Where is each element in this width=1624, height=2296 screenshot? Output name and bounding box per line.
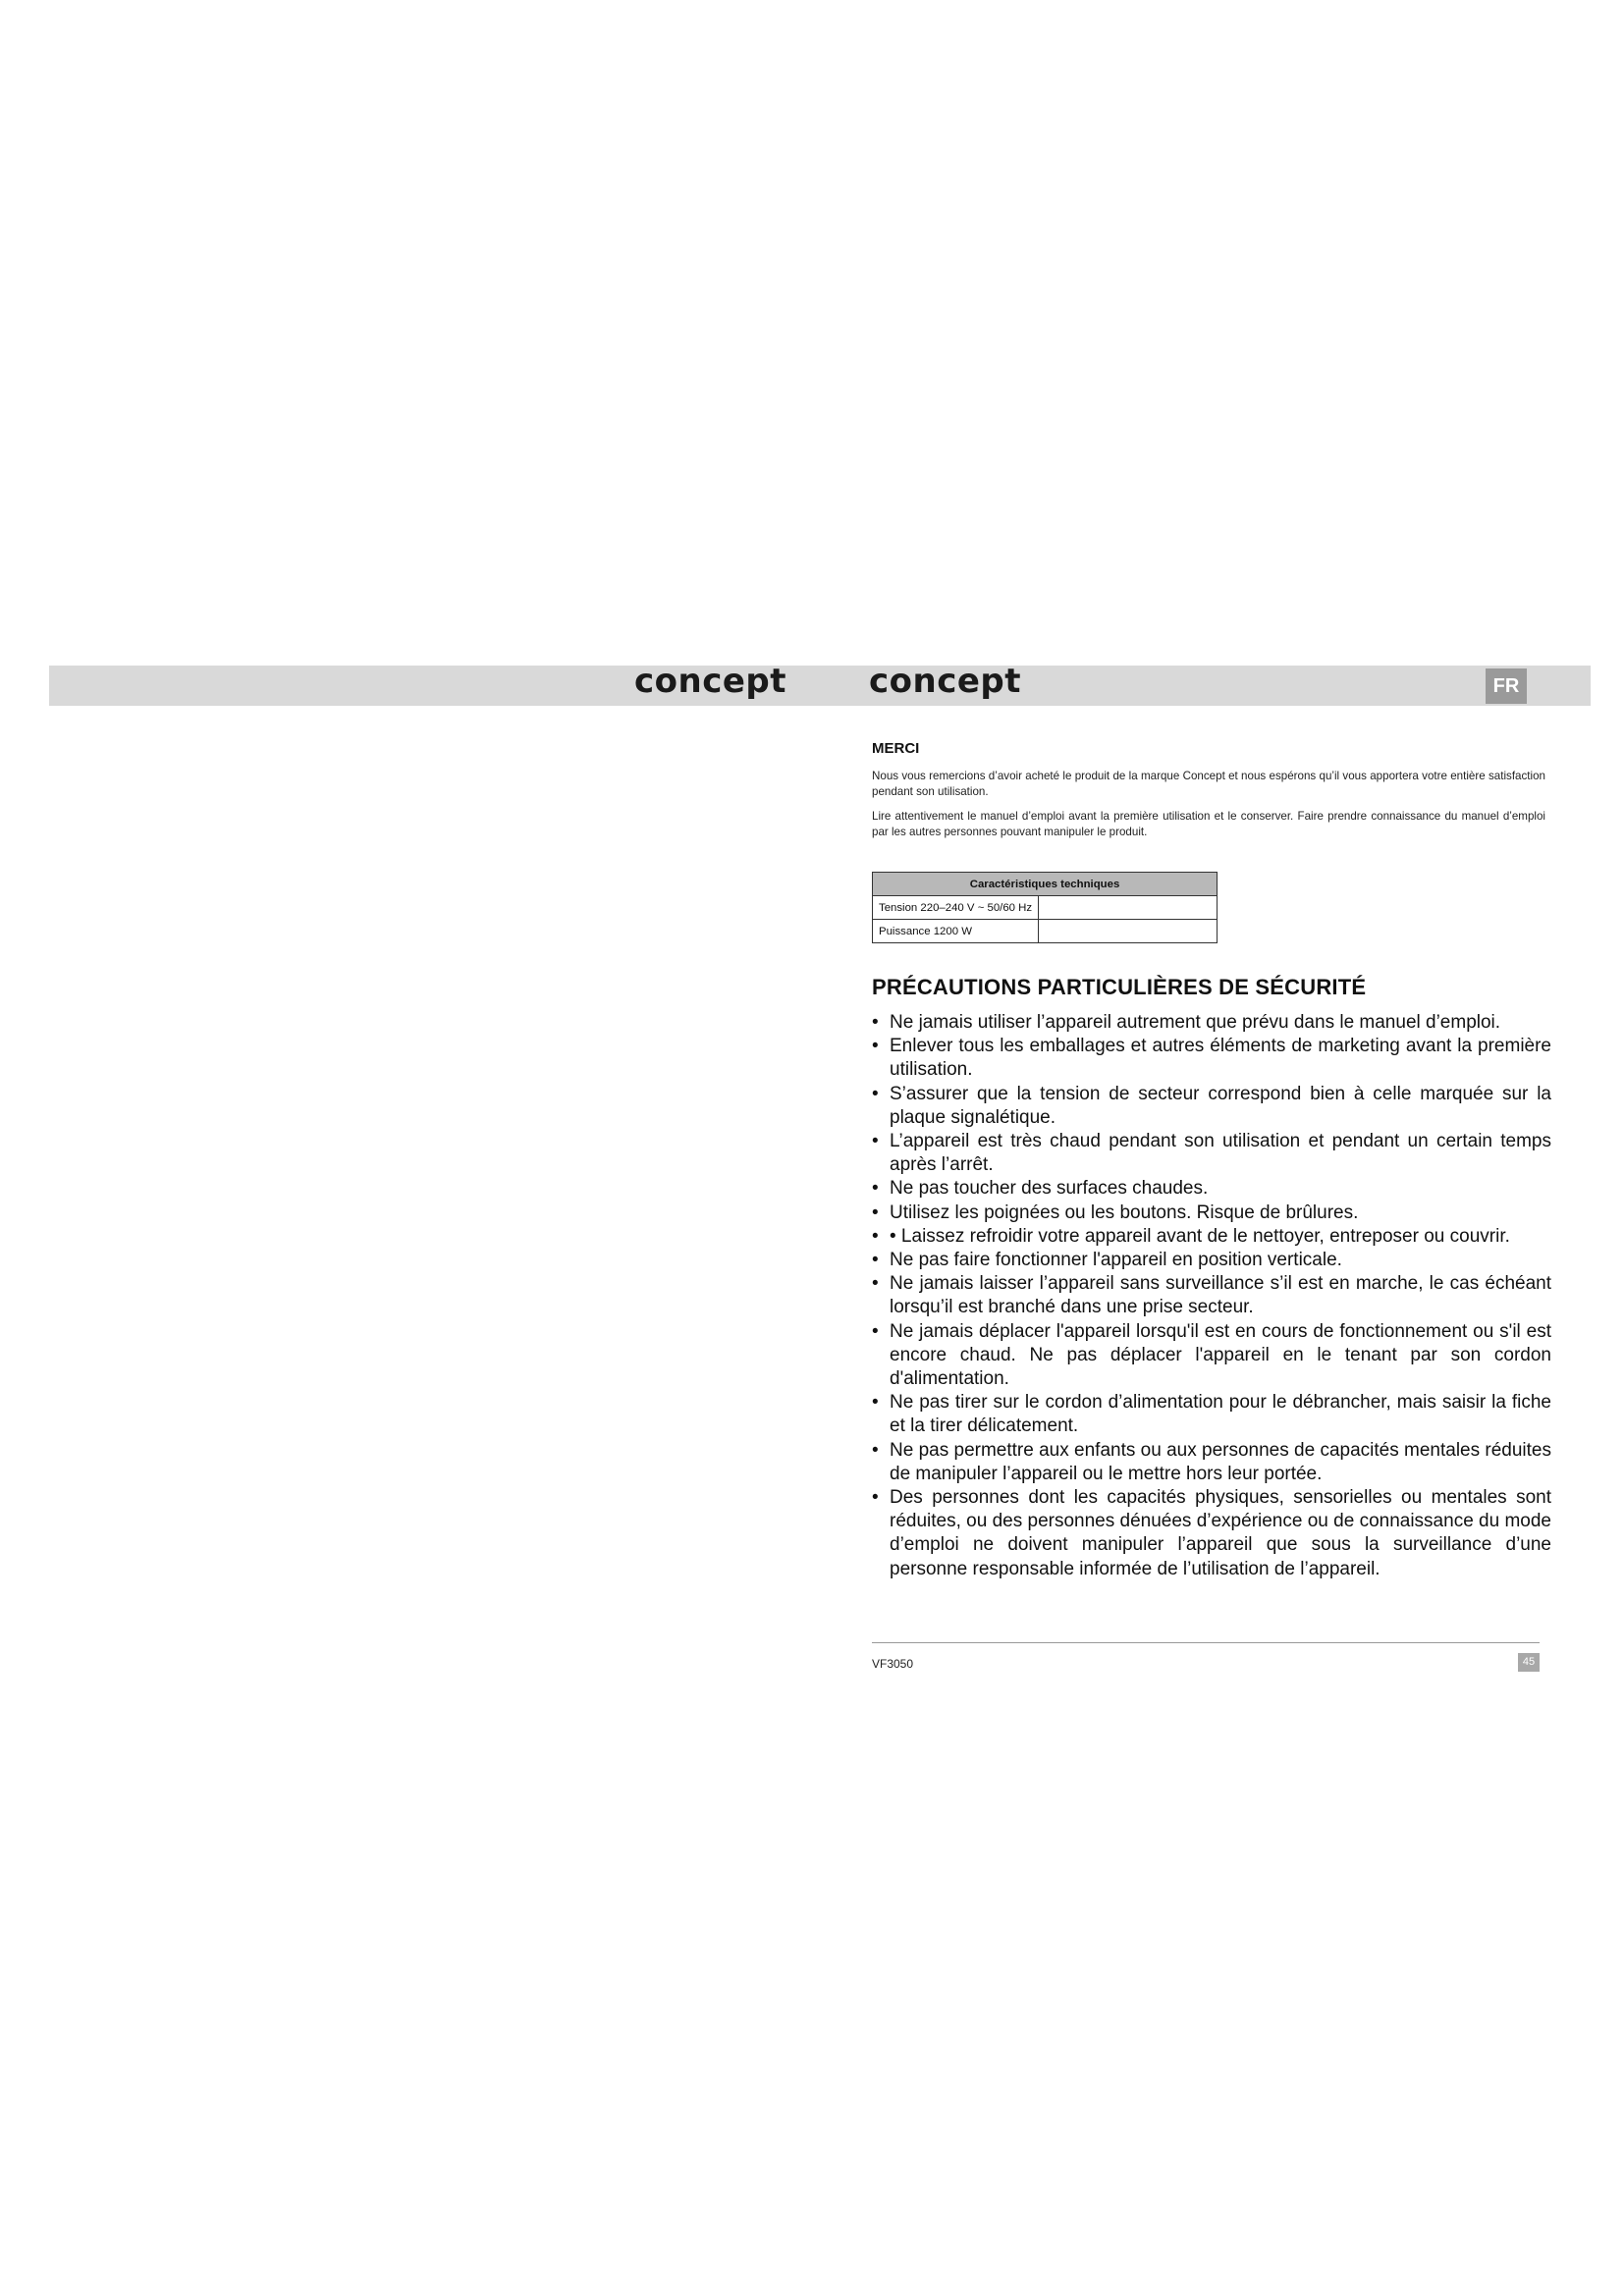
- list-item: • L’appareil est très chaud pendant son utilisation et pendant un certain temps après l’arrêt.: [872, 1130, 1551, 1177]
- intro-paragraph-1: Nous vous remercions d’avoir acheté le produit de la marque Concept et nous espérons qu’il vous apportera votre entière satisfaction pendant son utilisation.: [872, 770, 1545, 798]
- list-item: • Ne pas permettre aux enfants ou aux personnes de capacités mentales réduites de manipuler l’appareil ou le mettre hors leur portée.: [872, 1439, 1551, 1486]
- table-row: [873, 896, 1218, 920]
- list-item: • Des personnes dont les capacités physiques, sensorielles ou mentales sont réduites, ou des personnes dénuées d’expérience ou de connaissance du mode d’emploi ne doivent manipuler l’appareil que sous la surveillance d’une personne responsable informée de l’utilisation de l’appareil.: [872, 1486, 1551, 1581]
- footer-divider: [872, 1642, 1540, 1643]
- specs-cell: Tension 220–240 V ~ 50/60 Hz: [873, 896, 1039, 920]
- header-bar: [49, 666, 1591, 706]
- list-item: • Ne pas toucher des surfaces chaudes.: [872, 1177, 1551, 1201]
- specs-cell: [1039, 896, 1218, 920]
- list-item: • Ne jamais utiliser l’appareil autrement que prévu dans le manuel d’emploi.: [872, 1011, 1551, 1035]
- page-number: 45: [1518, 1653, 1540, 1672]
- intro-paragraph-2: Lire attentivement le manuel d’emploi avant la première utilisation et le conserver. Faire prendre connaissance du manuel d’emploi par les autres personnes pouvant manipuler le produit.: [872, 810, 1545, 838]
- list-item: • Enlever tous les emballages et autres éléments de marketing avant la première utilisation.: [872, 1035, 1551, 1082]
- specs-cell: Puissance 1200 W: [873, 920, 1039, 943]
- language-badge: FR: [1486, 668, 1527, 704]
- list-item: • Ne jamais déplacer l'appareil lorsqu'il est en cours de fonctionnement ou s'il est encore chaud. Ne pas déplacer l'appareil en le tenant par son cordon d'alimentation.: [872, 1320, 1551, 1392]
- specs-table-header: Caractéristiques techniques: [873, 873, 1218, 896]
- safety-list: [872, 1011, 1551, 1581]
- table-row: [873, 920, 1218, 943]
- brand-logo-right: concept: [869, 662, 1022, 701]
- list-item: • S’assurer que la tension de secteur correspond bien à celle marquée sur la plaque signalétique.: [872, 1083, 1551, 1130]
- list-item: • • Laissez refroidir votre appareil avant de le nettoyer, entreposer ou couvrir.: [872, 1225, 1551, 1249]
- intro-title: MERCI: [872, 740, 920, 757]
- list-item: • Ne jamais laisser l’appareil sans surveillance s’il est en marche, le cas échéant lorsqu’il est branché dans une prise secteur.: [872, 1272, 1551, 1319]
- specs-table: [872, 872, 1218, 943]
- model-number: VF3050: [872, 1657, 914, 1671]
- list-item: • Utilisez les poignées ou les boutons. Risque de brûlures.: [872, 1201, 1551, 1225]
- list-item: • Ne pas faire fonctionner l'appareil en position verticale.: [872, 1249, 1551, 1272]
- safety-title: PRÉCAUTIONS PARTICULIÈRES DE SÉCURITÉ: [872, 975, 1367, 999]
- brand-logo-left: concept: [634, 662, 787, 701]
- list-item: • Ne pas tirer sur le cordon d’alimentation pour le débrancher, mais saisir la fiche et la tirer délicatement.: [872, 1391, 1551, 1438]
- specs-cell: [1039, 920, 1218, 943]
